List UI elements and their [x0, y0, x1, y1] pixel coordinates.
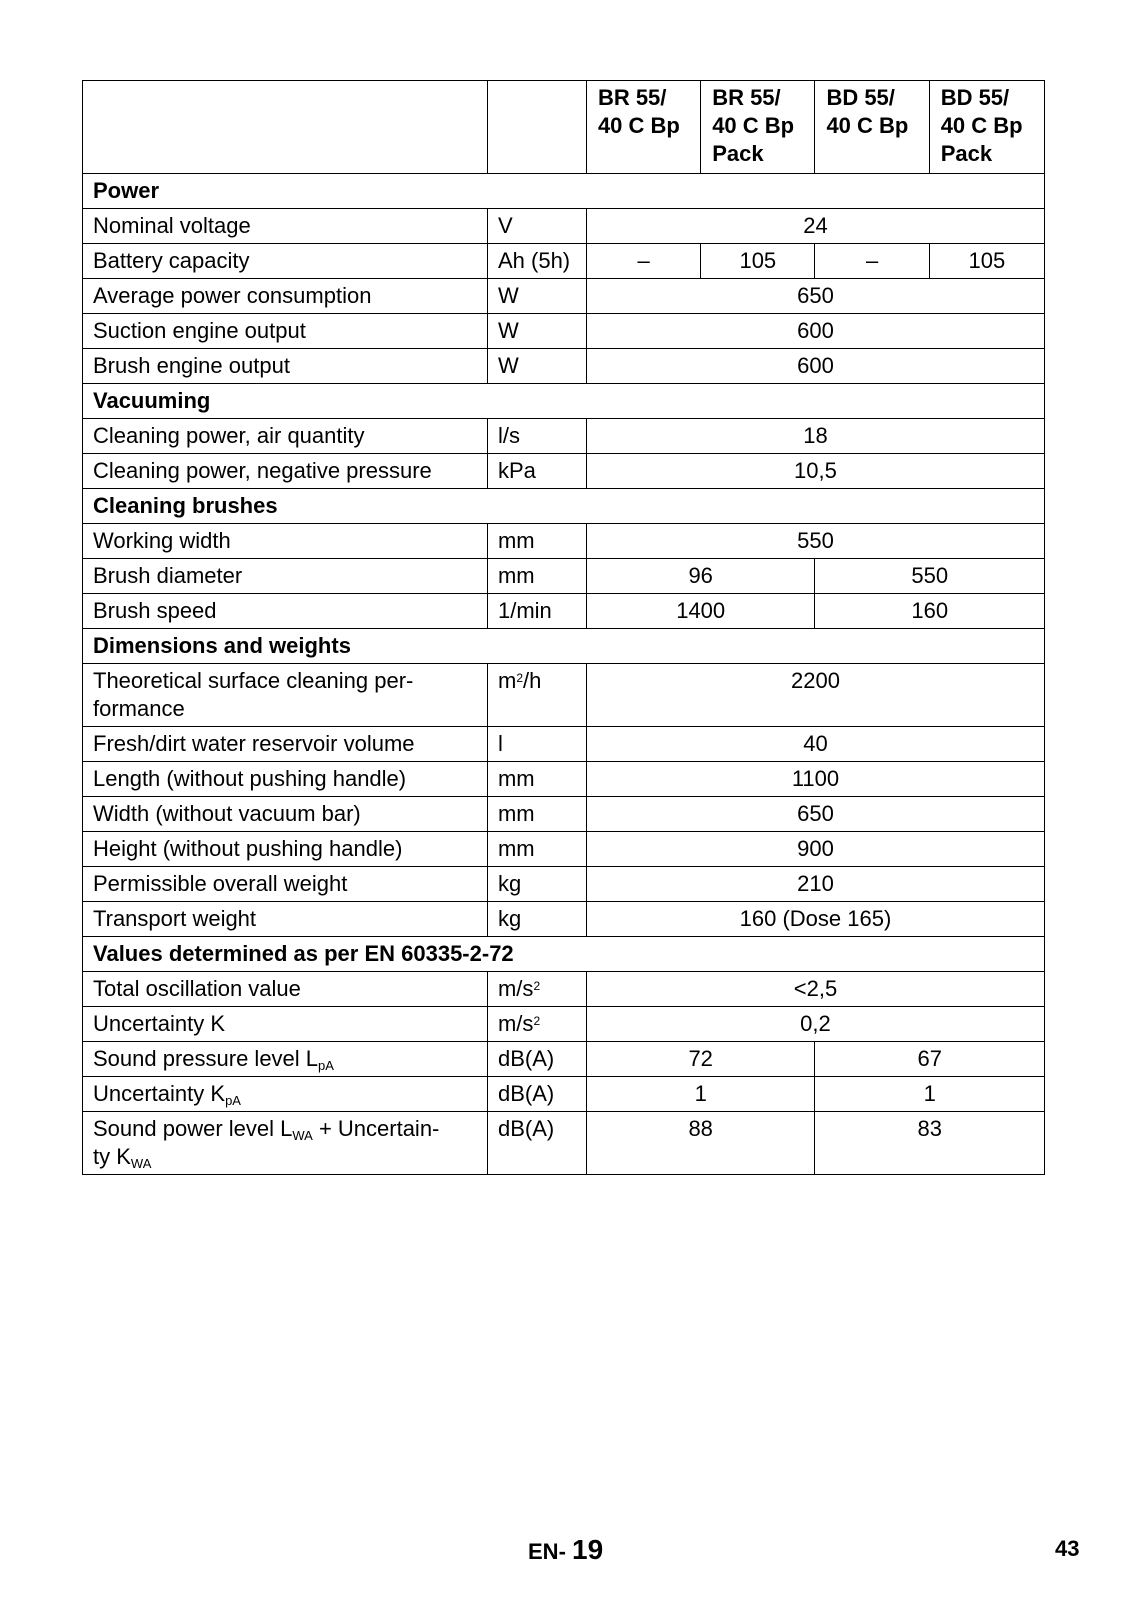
row-value: 1100 — [586, 762, 1044, 797]
table-row — [83, 832, 1045, 867]
table-row — [83, 419, 1045, 454]
row-unit: Ah (5h) — [487, 244, 586, 279]
row-unit: mm — [487, 832, 586, 867]
row-label: Suction engine output — [83, 314, 488, 349]
row-value: 96 — [586, 559, 815, 594]
row-value: 160 — [815, 594, 1045, 629]
row-unit — [487, 972, 586, 1007]
table-row — [83, 797, 1045, 832]
row-unit: mm — [487, 524, 586, 559]
table-row — [83, 454, 1045, 489]
model-header-2: BR 55/ 40 C Bp Pack — [701, 81, 815, 174]
row-value: 600 — [586, 349, 1044, 384]
row-label: Permissible overall weight — [83, 867, 488, 902]
row-value: 900 — [586, 832, 1044, 867]
table-row — [83, 349, 1045, 384]
row-value: – — [586, 244, 700, 279]
page-number-right: 43 — [1055, 1536, 1080, 1561]
unit-superscript: 2 — [533, 1014, 541, 1028]
table-row — [83, 867, 1045, 902]
row-label: Nominal voltage — [83, 209, 488, 244]
row-unit: kg — [487, 902, 586, 937]
row-value: 650 — [586, 279, 1044, 314]
section-values: Values determined as per EN 60335-2-72 — [83, 937, 1045, 972]
row-unit: mm — [487, 559, 586, 594]
model-header-1: BR 55/ 40 C Bp — [586, 81, 700, 174]
unit-rest: /h — [523, 668, 542, 693]
page-number-footer — [528, 1534, 603, 1566]
row-value: 24 — [586, 209, 1044, 244]
row-unit — [487, 1007, 586, 1042]
row-unit: W — [487, 279, 586, 314]
row-value: 1 — [815, 1077, 1045, 1112]
label-text: Sound pressure level L — [93, 1046, 319, 1071]
row-value: 1400 — [586, 594, 815, 629]
row-unit: mm — [487, 797, 586, 832]
row-value: <2,5 — [586, 972, 1044, 1007]
row-label: Total oscillation value — [83, 972, 488, 1007]
language-code: EN — [528, 1539, 559, 1564]
page-number: 19 — [572, 1534, 604, 1565]
label-subscript: pA — [225, 1093, 241, 1108]
table-row — [83, 902, 1045, 937]
row-label: Average power consumption — [83, 279, 488, 314]
row-value: 160 (Dose 165) — [586, 902, 1044, 937]
table-row — [83, 972, 1045, 1007]
table-row — [83, 559, 1045, 594]
label-subscript: WA — [130, 1156, 152, 1171]
row-label: Fresh/dirt water reservoir volume — [83, 727, 488, 762]
label-subscript: WA — [292, 1128, 313, 1143]
row-value: 10,5 — [586, 454, 1044, 489]
table-row — [83, 244, 1045, 279]
row-label: Battery capacity — [83, 244, 488, 279]
row-value: – — [815, 244, 929, 279]
unit-base: m/s — [497, 1011, 534, 1036]
row-unit: dB(A) — [487, 1077, 586, 1112]
row-unit: W — [487, 314, 586, 349]
unit-superscript: 2 — [516, 671, 523, 685]
row-value: 0,2 — [586, 1007, 1044, 1042]
section-row — [83, 384, 1045, 419]
row-label — [83, 1077, 488, 1112]
header-blank-unit — [487, 81, 586, 174]
row-label: Height (without pushing handle) — [83, 832, 488, 867]
row-label: Uncertainty K — [83, 1007, 488, 1042]
row-label: Transport weight — [83, 902, 488, 937]
row-unit: l/s — [487, 419, 586, 454]
row-label — [83, 1042, 488, 1077]
row-label: Brush speed — [83, 594, 488, 629]
row-unit: V — [487, 209, 586, 244]
row-unit: l — [487, 727, 586, 762]
header-blank-label — [83, 81, 488, 174]
row-unit: 1/min — [487, 594, 586, 629]
label-text: Uncertainty K — [93, 1081, 226, 1106]
table-row — [83, 1042, 1045, 1077]
row-label: Working width — [83, 524, 488, 559]
section-power: Power — [83, 174, 1045, 209]
row-value: 67 — [815, 1042, 1045, 1077]
row-value: 18 — [586, 419, 1044, 454]
row-unit: dB(A) — [487, 1042, 586, 1077]
footer-dash: - — [558, 1539, 566, 1564]
table-row — [83, 209, 1045, 244]
table-row — [83, 727, 1045, 762]
section-row — [83, 629, 1045, 664]
table-row — [83, 314, 1045, 349]
table-row — [83, 1007, 1045, 1042]
row-value: 105 — [701, 244, 815, 279]
row-value: 72 — [586, 1042, 815, 1077]
model-header-4: BD 55/ 40 C Bp Pack — [929, 81, 1044, 174]
label-text: + Uncertain- ty K — [93, 1116, 440, 1169]
row-unit: W — [487, 349, 586, 384]
unit-base: m/s — [497, 976, 534, 1001]
row-value: 40 — [586, 727, 1044, 762]
label-subscript: pA — [318, 1058, 334, 1073]
row-value: 550 — [815, 559, 1045, 594]
table-row — [83, 1112, 1045, 1175]
table-row — [83, 664, 1045, 727]
row-value: 600 — [586, 314, 1044, 349]
row-label: Brush diameter — [83, 559, 488, 594]
row-label: Length (without pushing handle) — [83, 762, 488, 797]
row-unit: dB(A) — [487, 1112, 586, 1175]
row-unit: kPa — [487, 454, 586, 489]
section-brushes: Cleaning brushes — [83, 489, 1045, 524]
row-unit — [487, 664, 586, 727]
technical-data-table — [82, 80, 1045, 1175]
table-row — [83, 762, 1045, 797]
table-row — [83, 524, 1045, 559]
row-value: 650 — [586, 797, 1044, 832]
section-vacuuming: Vacuuming — [83, 384, 1045, 419]
section-row — [83, 937, 1045, 972]
header-row — [83, 81, 1045, 174]
row-label — [83, 1112, 488, 1175]
model-header-3: BD 55/ 40 C Bp — [815, 81, 929, 174]
row-label: Cleaning power, air quantity — [83, 419, 488, 454]
row-unit: mm — [487, 762, 586, 797]
table-row — [83, 1077, 1045, 1112]
row-value: 2200 — [586, 664, 1044, 727]
row-value: 1 — [586, 1077, 815, 1112]
row-label: Theoretical surface cleaning per- formance — [83, 664, 488, 727]
section-dimensions: Dimensions and weights — [83, 629, 1045, 664]
row-value: 83 — [815, 1112, 1045, 1175]
row-label: Width (without vacuum bar) — [83, 797, 488, 832]
row-label: Brush engine output — [83, 349, 488, 384]
label-text: Sound power level L — [93, 1116, 293, 1141]
table-row — [83, 594, 1045, 629]
unit-base: m — [497, 668, 517, 693]
row-value: 88 — [586, 1112, 815, 1175]
row-unit: kg — [487, 867, 586, 902]
row-label: Cleaning power, negative pressure — [83, 454, 488, 489]
row-value: 210 — [586, 867, 1044, 902]
row-value: 105 — [929, 244, 1044, 279]
table-row — [83, 279, 1045, 314]
section-row — [83, 174, 1045, 209]
section-row — [83, 489, 1045, 524]
unit-superscript: 2 — [533, 979, 541, 993]
row-value: 550 — [586, 524, 1044, 559]
